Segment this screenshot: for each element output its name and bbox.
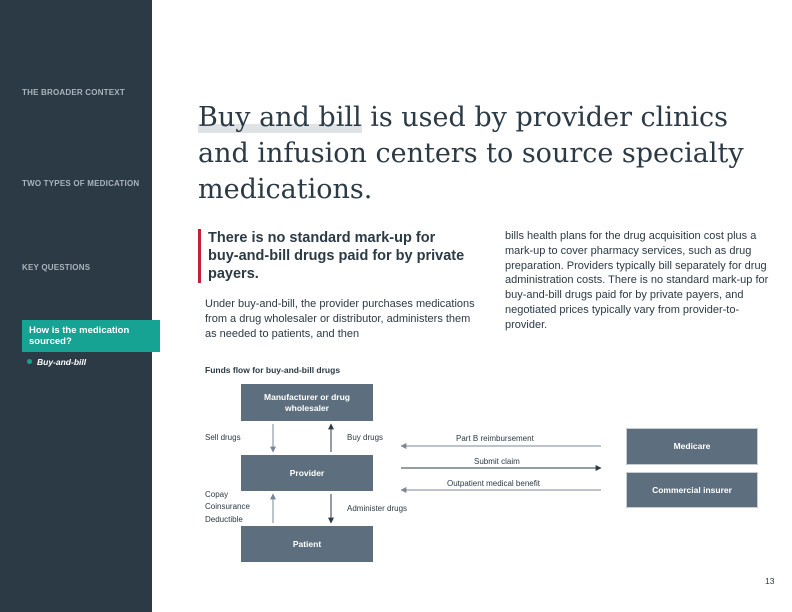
deductible-label: Deductible (205, 515, 243, 524)
commercial-insurer-box: Commercial insurer (626, 472, 758, 508)
provider-box: Provider (241, 455, 373, 491)
part-b-label: Part B reimbursement (456, 434, 534, 443)
nav-item-broader-context[interactable]: THE BROADER CONTEXT (22, 88, 125, 97)
body-text-col2: bills health plans for the drug acquisition cost plus a mark-up to cover pharmacy services, such as drug preparation. Providers typically bill separately for drug administration costs. There is no standard mark-up for buy-and-bill drugs paid for by private payers, and negotiated prices typically vary from provider-to-provider. (505, 230, 769, 331)
nav-item-medication-sourced[interactable]: How is the medication sourced? (22, 320, 160, 352)
nav-item-two-types[interactable]: TWO TYPES OF MEDICATION (22, 179, 140, 188)
title-highlight: Buy and bill (198, 102, 362, 133)
lead-callout: There is no standard mark-up for buy-and-bill drugs paid for by private payers. (198, 229, 468, 283)
outpatient-benefit-label: Outpatient medical benefit (447, 479, 540, 488)
medicare-box: Medicare (626, 428, 758, 465)
copay-label: Copay (205, 490, 229, 499)
body-text-col1: Under buy-and-bill, the provider purchases medications from a drug wholesaler or distributor, administers them as needed to patients, and then (205, 298, 475, 340)
patient-box: Patient (241, 526, 373, 562)
sell-drugs-label: Sell drugs (205, 433, 241, 442)
nav-item-key-questions[interactable]: KEY QUESTIONS (22, 263, 91, 272)
nav-subitem-label: Buy-and-bill (37, 357, 87, 367)
manufacturer-box: Manufacturer or drug wholesaler (241, 384, 373, 421)
title-rest: is used by provider clinics and infusion centers to source specialty medications. (198, 102, 744, 205)
page-number: 13 (765, 576, 775, 586)
buy-drugs-label: Buy drugs (347, 433, 384, 442)
administer-drugs-label: Administer drugs (347, 504, 408, 513)
diagram-title: Funds flow for buy-and-bill drugs (205, 365, 341, 375)
submit-claim-label: Submit claim (474, 457, 520, 466)
coinsurance-label: Coinsurance (205, 502, 250, 511)
